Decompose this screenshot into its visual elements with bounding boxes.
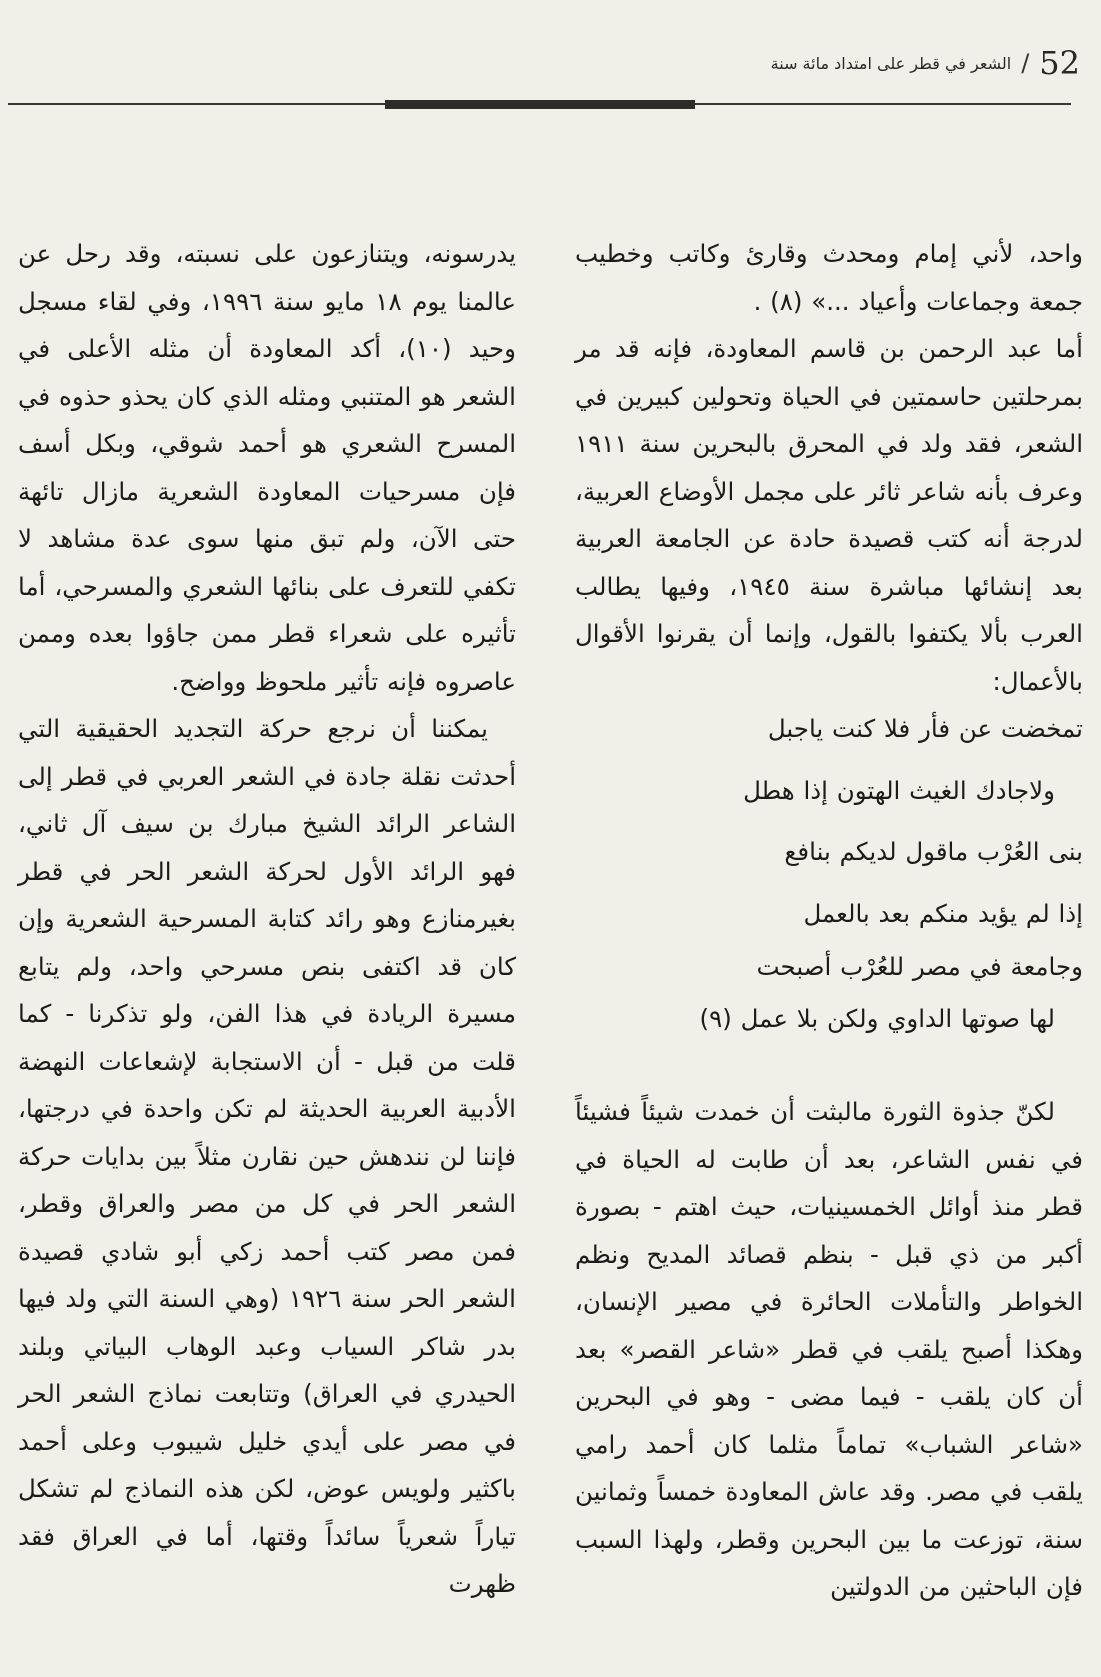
verse-line: بنى العُرْب ماقول لديكم بنافع xyxy=(784,837,1083,866)
running-title: الشعر في قطر على امتداد مائة سنة xyxy=(770,53,1012,73)
page-header xyxy=(700,38,1080,88)
header-rule-bar xyxy=(385,100,695,109)
page-number: 52 xyxy=(1039,44,1080,82)
paragraph: يدرسونه، ويتنازعون على نسبته، وقد رحل عن عالمنا يوم ١٨ مايو سنة ١٩٩٦، وفي لقاء مسجل وحيد (١٠)، أكد المعاودة أن مثله الأعلى في الشعر هو المتنبي ومثله الذي كان يحذو حذوه في المسرح الشعري هو أحمد شوقي، وبكل أسف فإن مسرحيات المعاودة الشعرية مازال تائهة حتى الآن، ولم تبق منها سوى عدة مشاهد لا تكفي للتعرف على بنائها الشعري والمسرحي، أما تأثيره على شعراء قطر ممن جاؤوا بعده وممن عاصروه فإنه تأثير ملحوظ وواضح. xyxy=(18,239,516,696)
verse-line: لها صوتها الداوي ولكن بلا عمل (٩) xyxy=(699,1003,1055,1033)
paragraph: لكنّ جذوة الثورة مالبثت أن خمدت شيئاً فشيئاً في نفس الشاعر، بعد أن طابت له الحياة في قطر منذ أوائل الخمسينيات، حيث اهتم - بصورة أكبر من ذي قبل - بنظم قصائد المديح ونظم الخواطر والتأملات الحائرة في مصير الإنسان، وهكذا أصبح يلقب في قطر «شاعر القصر» بعد أن كان يلقب - فيما مضى - وهو في البحرين «شاعر الشباب» تماماً مثلما كان أحمد رامي يلقب في مصر. وقد عاش المعاودة خمساً وثمانين سنة، توزعت ما بين البحرين وقطر، ولهذا السبب فإن الباحثين من الدولتين xyxy=(575,1097,1083,1601)
verse-line: وجامعة في مصر للعُرْب أصبحت xyxy=(756,952,1083,981)
verse-line: ولاجادك الغيث الهتون إذا هطل xyxy=(743,775,1055,805)
paragraph: يمكننا أن نرجع حركة التجديد الحقيقية التي أحدثت نقلة جادة في الشعر العربي في قطر إلى الشاعر الرائد الشيخ مبارك بن سيف آل ثاني، فهو الرائد الأول لحركة الشعر الحر في قطر بغيرمنازع وهو رائد كتابة المسرحية الشعرية وإن كان قد اكتفى بنص مسرحي واحد، ولم يتابع مسيرة الريادة في هذا الفن، ولو تذكرنا - كما قلت من قبل - أن الاستجابة لإشعاعات النهضة الأدبية العربية الحديثة لم تكن واحدة في درجتها، فإننا لن نندهش حين نقارن مثلاً بين بدايات حركة الشعر الحر في كل من مصر والعراق وقطر، فمن مصر كتب أحمد زكي أبو شادي قصيدة الشعر الحر سنة ١٩٢٦ (وهي السنة التي ولد فيها بدر شاكر السياب وعبد الوهاب البياتي وبلند الحيدري في العراق) وتتابعت نماذج الشعر الحر في مصر على أيدي خليل شيبوب وعلى أحمد باكثير ولويس عوض، لكن هذه النماذج لم تشكل تياراً شعرياً سائداً وقتها، أما في العراق فقد ظهرت xyxy=(18,714,516,1598)
spacer xyxy=(575,1042,1083,1088)
verse-line: تمخضت عن فأر فلا كنت ياجبل xyxy=(767,714,1083,743)
verse-line: إذا لم يؤيد منكم بعد بالعمل xyxy=(803,898,1083,928)
right-column xyxy=(575,230,1083,1611)
left-column xyxy=(18,230,516,1608)
paragraph: أما عبد الرحمن بن قاسم المعاودة، فإنه قد مر بمرحلتين حاسمتين في الحياة وتحولين كبيرين في الشعر، فقد ولد في المحرق بالبحرين سنة ١٩١١ وعرف بأنه شاعر ثائر على مجمل الأوضاع العربية، لدرجة أنه كتب قصيدة حادة عن الجامعة العربية بعد إنشائها مباشرة سنة ١٩٤٥، وفيها يطالب العرب بألا يكتفوا بالقول، وإنما أن يقرنوا الأقوال بالأعمال: xyxy=(575,334,1083,696)
header-separator: / xyxy=(1021,49,1030,77)
paragraph: واحد، لأني إمام ومحدث وقارئ وكاتب وخطيب جمعة وجماعات وأعياد ...» (٨) . xyxy=(575,239,1083,316)
